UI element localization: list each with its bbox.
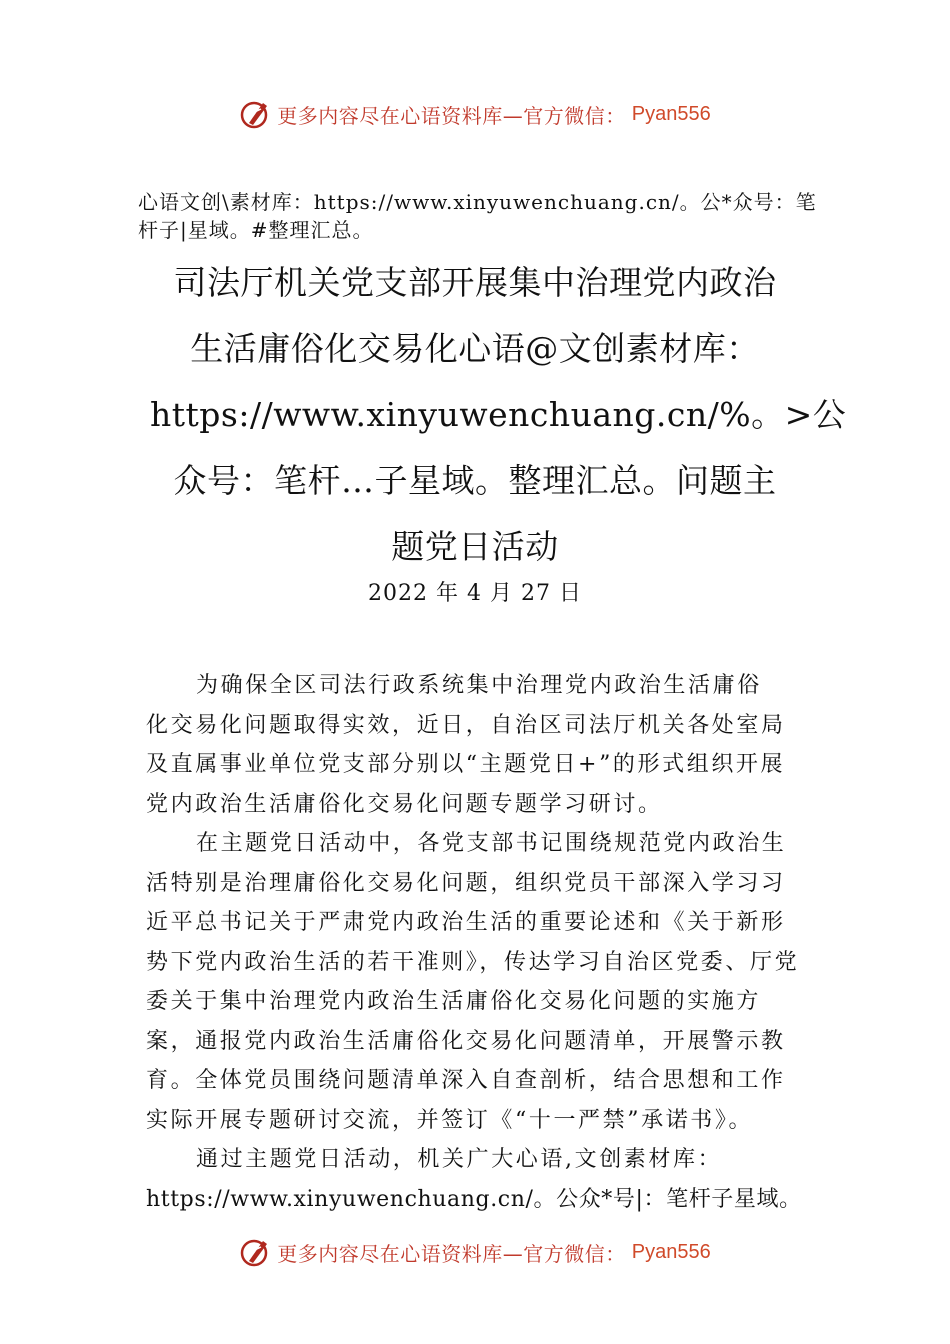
paragraph-line: 活特别是治理庸俗化交易化问题，组织党员干部深入学习习 [146, 870, 786, 896]
publish-date: 2022 年 4 月 27 日 [368, 581, 582, 606]
title-line: 生活庸俗化交易化心语@文创素材库： [190, 329, 760, 368]
header-banner [0, 94, 950, 134]
paragraph-line: https://www.xinyuwenchuang.cn/。公众*号|：笔杆子星域。 [146, 1186, 802, 1212]
pen-logo-icon [239, 1235, 273, 1269]
paragraph-line: 为确保全区司法行政系统集中治理党内政治生活庸俗 [196, 673, 762, 698]
paragraph-line: 化交易化问题取得实效，近日，自治区司法厅机关各处室局 [146, 712, 786, 738]
paragraph-line: 近平总书记关于严肃党内政治生活的重要论述和《关于新形 [146, 910, 786, 935]
paragraph-line: 势下党内政治生活的若干准则》，传达学习自治区党委、厅党 [146, 949, 800, 975]
title-line: 司法厅机关党支部开展集中治理党内政治 [173, 263, 777, 302]
footer-banner [0, 1232, 950, 1272]
title-line: https://www.xinyuwenchuang.cn/%。>公 [150, 395, 847, 434]
document-body [146, 666, 814, 1219]
pen-logo-icon [239, 97, 273, 131]
paragraph-line: 育。全体党员围绕问题清单深入自查剖析，结合思想和工作 [146, 1068, 786, 1093]
paragraph-line: 案，通报党内政治生活庸俗化交易化问题清单，开展警示教 [146, 1028, 786, 1054]
banner-wechat-id: Pyan556 [631, 1240, 711, 1263]
title-line: 众号：笔杆…子星域。整理汇总。问题主 [173, 461, 777, 500]
document-title [150, 250, 847, 580]
paragraph-line: 委关于集中治理党内政治生活庸俗化交易化问题的实施方 [146, 989, 762, 1014]
banner-text: 更多内容尽在心语资料库—官方微信： [277, 103, 626, 128]
banner-text: 更多内容尽在心语资料库—官方微信： [277, 1241, 626, 1266]
paragraph-line: 党内政治生活庸俗化交易化问题专题学习研讨。 [146, 791, 663, 817]
source-note: 心语文创\素材库：https://www.xinyuwenchuang.cn/。公*众号：笔杆子|星域。#整理汇总。 [138, 190, 817, 242]
paragraph-line: 在主题党日活动中，各党支部书记围绕规范党内政治生 [196, 831, 787, 856]
paragraph-line: 通过主题党日活动，机关广大心语,文创素材库： [196, 1147, 723, 1172]
title-line: 题党日活动 [391, 527, 559, 566]
paragraph-line: 实际开展专题研讨交流，并签订《“十一严禁”承诺书》。 [146, 1107, 754, 1133]
paragraph-line: 及直属事业单位党支部分别以“主题党日+”的形式组织开展 [146, 752, 786, 777]
banner-wechat-id: Pyan556 [631, 102, 711, 125]
